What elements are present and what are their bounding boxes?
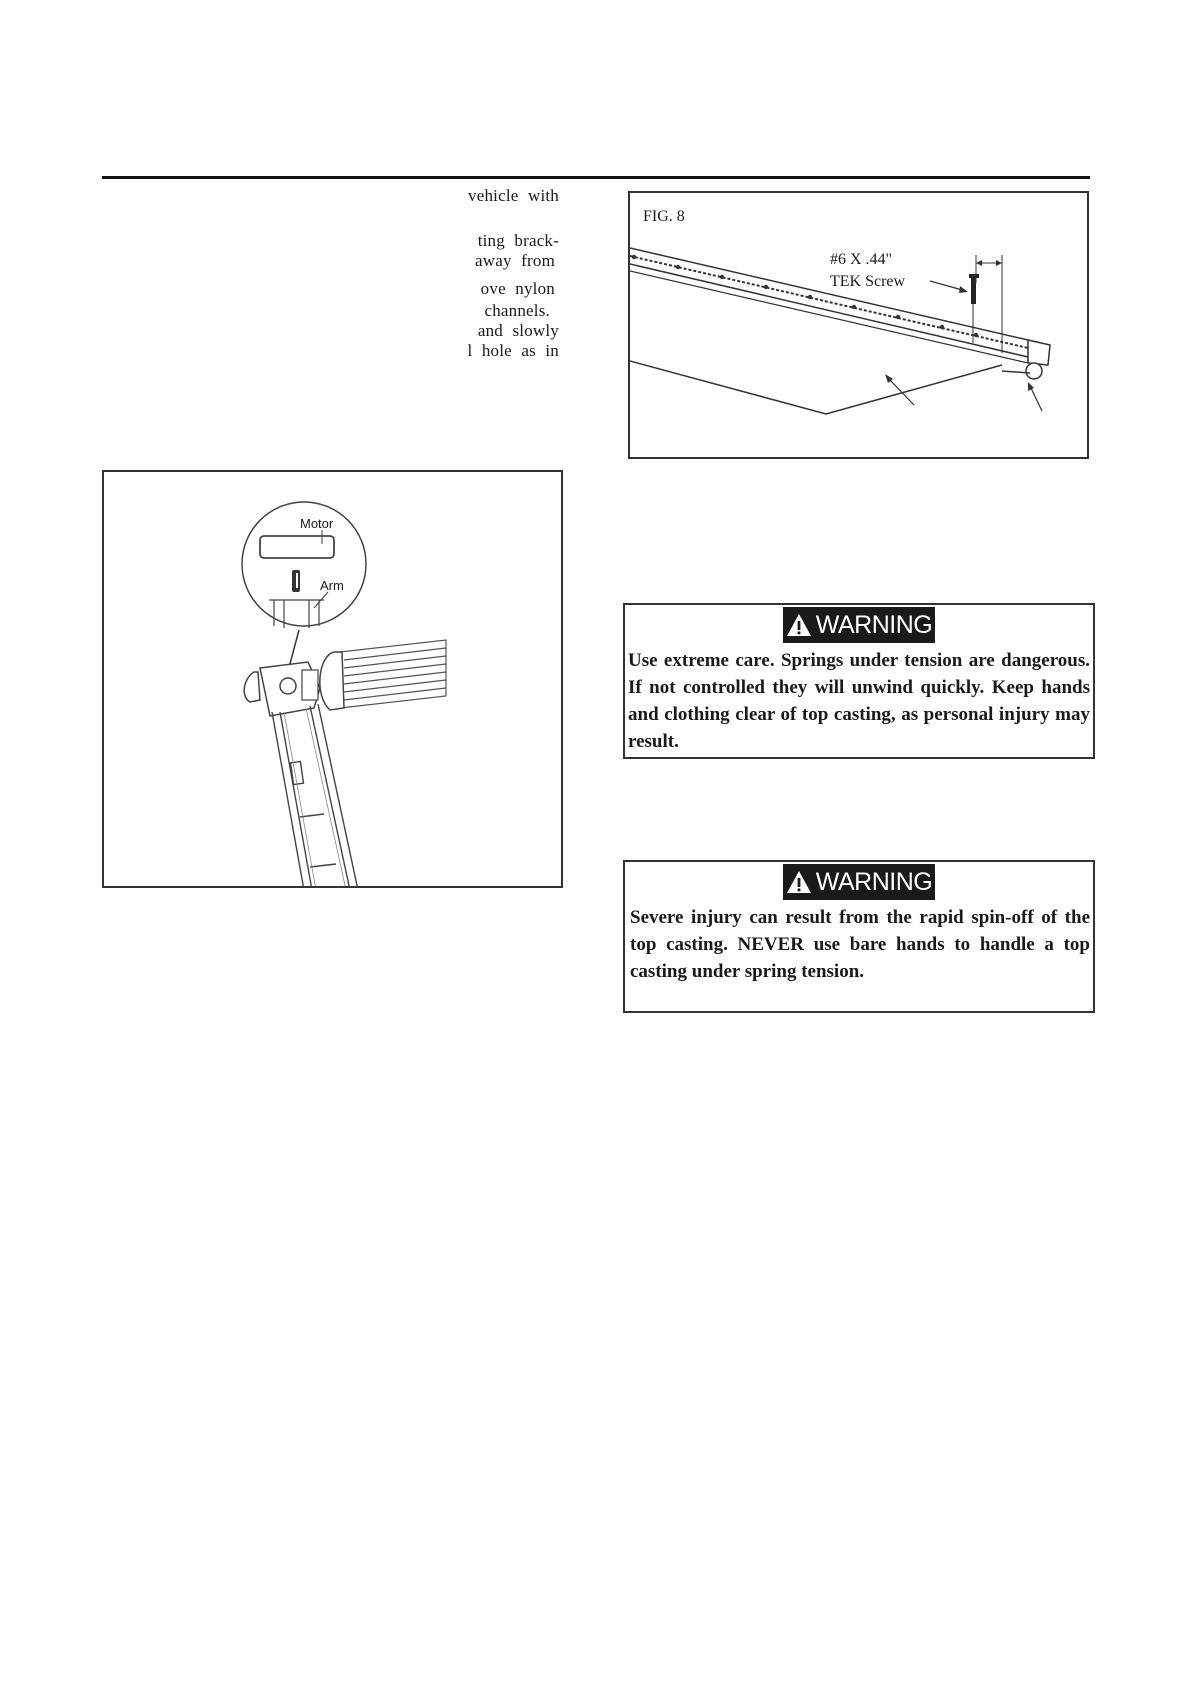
warning-box-springs: [623, 603, 1095, 759]
header-rule: [102, 176, 1090, 179]
warning-badge-label: WARNING: [815, 867, 933, 896]
warning-triangle-icon: [786, 870, 812, 894]
text-fragment: away from: [475, 251, 555, 270]
warning-badge: [783, 864, 935, 900]
warning-triangle-icon: [786, 613, 812, 637]
text-fragment: vehicle with: [468, 186, 559, 205]
screw-callout: [830, 249, 905, 293]
arm-callout: Arm: [320, 578, 344, 593]
motor-arm-figure: [102, 470, 563, 888]
text-fragment: l hole as in: [467, 341, 559, 360]
text-fragment: ting brack-: [477, 231, 559, 250]
figure-8: [628, 191, 1089, 459]
screw-callout-line1: #6 X .44": [830, 251, 893, 268]
warning-text: Severe injury can result from the rapid spin-off of the top casting. NEVER use bare hands to handle a top casting under spring tension.: [630, 907, 1090, 982]
text-fragment: and slowly: [477, 321, 559, 340]
warning-box-spin-off: [623, 860, 1095, 1013]
figure-label: FIG. 8: [643, 208, 685, 225]
warning-badge-label: WARNING: [815, 610, 933, 639]
text-fragment: ove nylon: [480, 279, 555, 298]
warning-badge: [783, 607, 935, 643]
awning-rail-illustration: [630, 193, 1089, 459]
motor-callout: Motor: [300, 516, 334, 531]
warning-text: Use extreme care. Springs under tension are dangerous. If not controlled they will unwind quickly. Keep hands and clothing clear of top casting, as personal injury may result.: [628, 650, 1090, 752]
screw-callout-line2: TEK Screw: [830, 273, 906, 290]
text-fragment: channels.: [484, 301, 550, 320]
motor-arm-illustration: [104, 472, 563, 888]
